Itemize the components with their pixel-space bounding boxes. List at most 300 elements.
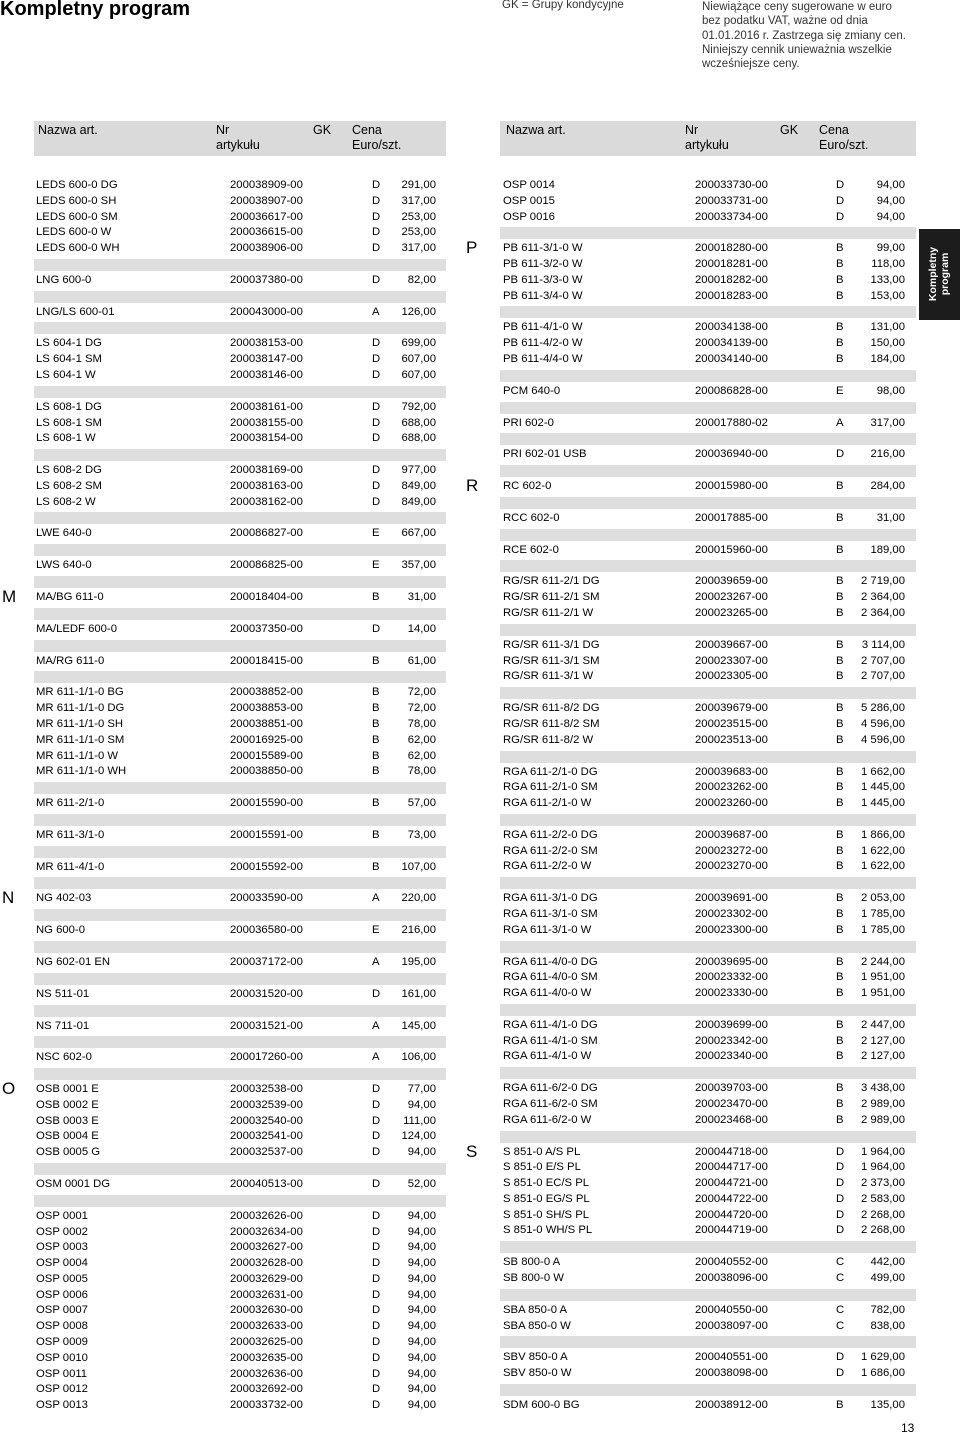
- price: 184,00: [870, 353, 905, 366]
- price: 607,00: [401, 369, 436, 382]
- table-row: [503, 479, 905, 495]
- row-separator-band: [34, 322, 446, 334]
- condition-group: D: [372, 353, 381, 366]
- article-number: 200038909-00: [230, 179, 303, 191]
- article-name: OSB 0001 E: [36, 1083, 99, 1096]
- article-number: 200037380-00: [230, 273, 303, 286]
- condition-group: A: [372, 1019, 380, 1032]
- row-separator-band: [500, 1131, 916, 1143]
- article-name: RGA 611-6/2-0 SM: [503, 1097, 598, 1110]
- condition-group: D: [372, 194, 381, 207]
- table-row: [36, 495, 436, 511]
- table-row: [36, 590, 436, 606]
- article-name: RG/SR 611-8/2 W: [503, 733, 594, 746]
- article-name: OSP 0003: [36, 1241, 88, 1254]
- price: 99,00: [876, 242, 905, 255]
- table-row: [36, 416, 436, 432]
- condition-group: D: [372, 400, 381, 413]
- article-number: 200017885-00: [695, 511, 768, 524]
- article-name: RG/SR 611-2/1 SM: [503, 591, 600, 604]
- article-name: MR 611-1/1-0 DG: [36, 702, 125, 715]
- condition-group: B: [836, 892, 844, 905]
- price: 61,00: [407, 654, 436, 667]
- article-number: 200038912-00: [695, 1398, 768, 1411]
- price: 357,00: [401, 559, 436, 572]
- article-name: RG/SR 611-3/1 W: [503, 670, 594, 683]
- row-separator-band: [34, 941, 446, 953]
- condition-group: D: [372, 369, 381, 382]
- table-row: [503, 654, 905, 670]
- price: 189,00: [870, 543, 905, 556]
- table-row: [36, 1145, 436, 1161]
- price: 77,00: [407, 1083, 436, 1096]
- table-row: [36, 273, 436, 289]
- condition-group: D: [836, 1351, 845, 1364]
- article-name: LEDS 600-0 DG: [36, 179, 118, 191]
- table-row: [503, 638, 905, 654]
- article-number: 200018281-00: [695, 258, 768, 271]
- article-number: 200034138-00: [695, 321, 768, 334]
- price: 2 719,00: [861, 575, 905, 588]
- article-number: 200032540-00: [230, 1114, 303, 1127]
- table-row: [503, 1049, 905, 1065]
- price: 3 114,00: [861, 638, 905, 651]
- article-name: OSM 0001 DG: [36, 1177, 111, 1190]
- table-row: [503, 384, 905, 400]
- article-name: LS 608-2 W: [36, 495, 96, 508]
- condition-group: D: [372, 1177, 381, 1190]
- table-row: [36, 194, 436, 210]
- table-row: [36, 1335, 436, 1351]
- article-name: LEDS 600-0 W: [36, 226, 112, 239]
- article-name: PB 611-4/4-0 W: [503, 353, 583, 366]
- article-name: LS 608-2 DG: [36, 464, 102, 477]
- condition-group: B: [836, 654, 844, 667]
- table-row: [36, 1240, 436, 1256]
- price: 73,00: [407, 828, 436, 841]
- article-number: 200023515-00: [695, 717, 768, 730]
- table-row: [503, 210, 905, 226]
- article-name: S 851-0 EG/S PL: [503, 1192, 590, 1205]
- table-row: [36, 336, 436, 352]
- price: 145,00: [401, 1019, 436, 1032]
- article-name: NG 602-01 EN: [36, 955, 111, 968]
- row-separator-band: [500, 814, 916, 826]
- price: 1 964,00: [861, 1161, 905, 1174]
- table-row: [36, 1050, 436, 1066]
- condition-group: D: [836, 1208, 845, 1221]
- article-number: 200044718-00: [695, 1145, 768, 1158]
- condition-group: B: [836, 971, 844, 984]
- price: 1 951,00: [861, 971, 905, 984]
- condition-group: B: [836, 765, 844, 778]
- condition-group: B: [836, 923, 844, 936]
- col-nr-header: Nr: [685, 123, 699, 137]
- article-name: PB 611-4/1-0 W: [503, 321, 583, 334]
- table-row: [36, 1256, 436, 1272]
- article-number: 200086828-00: [695, 384, 768, 397]
- price: 31,00: [407, 591, 436, 604]
- row-separator-band: [34, 544, 446, 556]
- table-row: [36, 923, 436, 939]
- price: 31,00: [876, 511, 905, 524]
- article-number: 200038169-00: [230, 464, 303, 477]
- table-row: [503, 1160, 905, 1176]
- article-name: RG/SR 611-8/2 SM: [503, 717, 600, 730]
- row-separator-band: [34, 291, 446, 303]
- table-row: [503, 733, 905, 749]
- condition-group: B: [836, 289, 844, 302]
- table-row: [503, 1319, 905, 1335]
- table-row: [503, 511, 905, 527]
- section-side-tab: [919, 229, 960, 320]
- table-row: [503, 844, 905, 860]
- table-row: [36, 463, 436, 479]
- row-separator-band: [500, 227, 916, 239]
- condition-group: D: [372, 1399, 381, 1412]
- price: 699,00: [401, 337, 436, 350]
- article-name: OSP 0016: [503, 210, 555, 223]
- row-separator-band: [500, 465, 916, 477]
- condition-group: A: [836, 416, 844, 429]
- article-number: 200023342-00: [695, 1034, 768, 1047]
- row-separator-band: [500, 402, 916, 414]
- article-number: 200036580-00: [230, 924, 303, 937]
- condition-group: E: [372, 924, 380, 937]
- table-row: [503, 717, 905, 733]
- article-name: OSB 0004 E: [36, 1130, 99, 1143]
- article-number: 200015591-00: [230, 828, 303, 841]
- price: 153,00: [870, 289, 905, 302]
- article-number: 200015980-00: [695, 480, 768, 493]
- price: 2 373,00: [861, 1177, 905, 1190]
- article-name: OSP 0013: [36, 1399, 88, 1412]
- article-number: 200018280-00: [695, 242, 768, 255]
- row-separator-band: [34, 814, 446, 826]
- article-number: 200033731-00: [695, 194, 768, 207]
- article-name: RG/SR 611-3/1 DG: [503, 638, 600, 651]
- article-name: OSB 0003 E: [36, 1114, 99, 1127]
- condition-group: B: [372, 828, 380, 841]
- condition-group: E: [836, 384, 844, 397]
- article-number: 200023262-00: [695, 781, 768, 794]
- article-number: 200040513-00: [230, 1177, 303, 1190]
- col-gk-header: GK: [313, 123, 332, 137]
- article-name: OSP 0015: [503, 194, 555, 207]
- condition-group: A: [372, 1051, 380, 1064]
- price: 72,00: [407, 686, 436, 699]
- article-name: PB 611-3/1-0 W: [503, 242, 583, 255]
- article-number: 200040551-00: [695, 1351, 768, 1364]
- row-separator-band: [34, 1068, 446, 1080]
- table-row: [36, 368, 436, 384]
- article-name: RGA 611-4/0-0 SM: [503, 971, 598, 984]
- table-row: [36, 764, 436, 780]
- article-name: LS 608-1 W: [36, 432, 96, 445]
- row-separator-band: [34, 1036, 446, 1048]
- condition-group: B: [372, 702, 380, 715]
- article-number: 200023260-00: [695, 797, 768, 810]
- article-number: 200044722-00: [695, 1192, 768, 1205]
- condition-group: D: [372, 1304, 381, 1317]
- article-name: OSB 0005 G: [36, 1146, 101, 1159]
- condition-group: B: [836, 670, 844, 683]
- row-separator-band: [34, 909, 446, 921]
- row-separator-band: [34, 782, 446, 794]
- condition-group: B: [836, 511, 844, 524]
- table-row: [503, 1176, 905, 1192]
- article-name: S 851-0 WH/S PL: [503, 1224, 593, 1237]
- table-row: [36, 1019, 436, 1035]
- condition-group: B: [836, 258, 844, 271]
- row-separator-band: [34, 576, 446, 588]
- price: 94,00: [407, 1367, 436, 1380]
- col-price-header: Cena: [352, 123, 382, 137]
- price: 78,00: [407, 765, 436, 778]
- condition-group: D: [372, 1241, 381, 1254]
- article-number: 200038161-00: [230, 400, 303, 413]
- article-number: 200038097-00: [695, 1319, 768, 1332]
- price: 667,00: [401, 527, 436, 540]
- price: 161,00: [401, 987, 436, 1000]
- table-row: [503, 1255, 905, 1271]
- article-number: 200038153-00: [230, 337, 303, 350]
- article-number: 200033734-00: [695, 210, 768, 223]
- condition-group: D: [372, 1320, 381, 1333]
- table-row: [503, 701, 905, 717]
- condition-group: D: [372, 242, 381, 255]
- price: 2 364,00: [861, 607, 905, 620]
- condition-group: B: [836, 987, 844, 1000]
- price: 135,00: [870, 1398, 905, 1411]
- price: 1 622,00: [861, 860, 905, 873]
- price: 94,00: [407, 1257, 436, 1270]
- price: 98,00: [876, 384, 905, 397]
- table-row: [503, 1398, 905, 1414]
- condition-group: D: [372, 337, 381, 350]
- article-name: OSP 0012: [36, 1383, 88, 1396]
- row-separator-band: [500, 751, 916, 763]
- table-row: [36, 891, 436, 907]
- article-number: 200023302-00: [695, 907, 768, 920]
- table-row: [36, 955, 436, 971]
- price: 2 053,00: [861, 892, 905, 905]
- article-name: NG 600-0: [36, 924, 85, 937]
- table-row: [503, 907, 905, 923]
- condition-group: B: [372, 654, 380, 667]
- table-row: [503, 320, 905, 336]
- article-number: 200040550-00: [695, 1303, 768, 1316]
- table-row: [36, 733, 436, 749]
- article-number: 200038853-00: [230, 702, 303, 715]
- table-row: [503, 590, 905, 606]
- row-separator-band: [34, 1163, 446, 1175]
- table-row: [503, 891, 905, 907]
- price: 688,00: [401, 416, 436, 429]
- table-row: [36, 860, 436, 876]
- table-row: [36, 305, 436, 321]
- article-name: LEDS 600-0 SM: [36, 210, 118, 223]
- condition-group: B: [836, 1113, 844, 1126]
- price: 1 622,00: [861, 844, 905, 857]
- condition-group: D: [372, 1288, 381, 1301]
- condition-group: B: [836, 1050, 844, 1063]
- condition-group: D: [372, 432, 381, 445]
- price: 94,00: [407, 1383, 436, 1396]
- table-row: [36, 1288, 436, 1304]
- article-number: 200038096-00: [695, 1272, 768, 1284]
- condition-group: D: [372, 1336, 381, 1348]
- condition-group: D: [836, 1224, 845, 1237]
- condition-group: B: [372, 733, 380, 746]
- price: 94,00: [407, 1241, 436, 1254]
- article-name: RGA 611-4/1-0 DG: [503, 1018, 598, 1031]
- row-separator-band: [34, 386, 446, 398]
- article-number: 200044717-00: [695, 1161, 768, 1174]
- condition-group: D: [372, 1351, 381, 1364]
- condition-group: B: [836, 273, 844, 286]
- table-row: [503, 923, 905, 939]
- condition-group: D: [372, 226, 381, 239]
- row-separator-band: [34, 259, 446, 271]
- row-separator-band: [500, 560, 916, 572]
- price: 216,00: [401, 924, 436, 937]
- price: 849,00: [401, 479, 436, 492]
- article-name: LNG/LS 600-01: [36, 305, 115, 318]
- row-separator-band: [500, 529, 916, 541]
- price: 499,00: [870, 1272, 905, 1284]
- article-number: 200032539-00: [230, 1098, 303, 1111]
- condition-group: B: [836, 543, 844, 556]
- table-row: [503, 859, 905, 875]
- condition-group: D: [372, 1383, 381, 1396]
- article-name: PB 611-3/4-0 W: [503, 289, 583, 302]
- price: 94,00: [407, 1098, 436, 1111]
- article-name: MA/LEDF 600-0: [36, 622, 117, 635]
- article-name: MR 611-1/1-0 SM: [36, 733, 125, 746]
- row-separator-band: [500, 1241, 916, 1253]
- table-row: [503, 416, 905, 432]
- section-letter-n: N: [2, 888, 15, 908]
- price: 216,00: [870, 448, 905, 461]
- row-separator-band: [34, 608, 446, 620]
- col-name-header: Nazwa art.: [506, 123, 566, 137]
- article-number: 200033732-00: [230, 1399, 303, 1412]
- article-name: PB 611-3/3-0 W: [503, 273, 583, 286]
- table-row: [36, 526, 436, 542]
- article-number: 200023470-00: [695, 1097, 768, 1110]
- condition-group: B: [836, 955, 844, 968]
- article-name: RGA 611-2/2-0 DG: [503, 828, 598, 841]
- article-number: 200044720-00: [695, 1208, 768, 1221]
- article-name: MR 611-1/1-0 W: [36, 749, 119, 762]
- table-row: [36, 1114, 436, 1130]
- price: 195,00: [401, 955, 436, 968]
- article-name: PRI 602-01 USB: [503, 448, 587, 461]
- condition-group: D: [372, 1146, 381, 1159]
- row-separator-band: [500, 687, 916, 699]
- table-row: [36, 1319, 436, 1335]
- price: 3 438,00: [861, 1082, 905, 1095]
- condition-group: D: [372, 1257, 381, 1270]
- col-gk-header: GK: [780, 123, 799, 137]
- condition-group: B: [372, 749, 380, 762]
- article-number: 200032635-00: [230, 1351, 303, 1364]
- gk-legend: GK = Grupy kondycyjne: [502, 0, 624, 11]
- article-name: NSC 602-0: [36, 1051, 92, 1064]
- article-number: 200032630-00: [230, 1304, 303, 1317]
- condition-group: A: [372, 955, 380, 968]
- article-number: 200039687-00: [695, 828, 768, 841]
- table-row: [503, 669, 905, 685]
- row-separator-band: [500, 624, 916, 636]
- article-number: 200033730-00: [695, 179, 768, 191]
- article-number: 200031521-00: [230, 1019, 303, 1032]
- condition-group: B: [836, 337, 844, 350]
- price: 220,00: [401, 892, 436, 905]
- condition-group: B: [372, 717, 380, 730]
- price: 2 583,00: [861, 1192, 905, 1205]
- row-separator-band: [34, 1005, 446, 1017]
- article-number: 200038906-00: [230, 242, 303, 255]
- article-name: SBV 850-0 A: [503, 1351, 568, 1364]
- article-number: 200039679-00: [695, 702, 768, 715]
- article-name: OSP 0007: [36, 1304, 88, 1317]
- price: 607,00: [401, 353, 436, 366]
- table-row: [36, 685, 436, 701]
- table-row: [36, 479, 436, 495]
- table-row: [503, 178, 905, 194]
- article-name: RGA 611-2/1-0 DG: [503, 765, 598, 778]
- condition-group: B: [836, 702, 844, 715]
- article-number: 200017880-02: [695, 416, 768, 429]
- table-row: [503, 1145, 905, 1161]
- article-number: 200038146-00: [230, 369, 303, 382]
- table-row: [36, 225, 436, 241]
- article-number: 200023513-00: [695, 733, 768, 746]
- condition-group: D: [372, 1083, 381, 1096]
- article-name: OSB 0002 E: [36, 1098, 99, 1111]
- article-number: 200017260-00: [230, 1051, 303, 1064]
- condition-group: B: [836, 1097, 844, 1110]
- article-name: S 851-0 SH/S PL: [503, 1208, 590, 1221]
- article-number: 200036940-00: [695, 448, 768, 461]
- article-name: PB 611-4/2-0 W: [503, 337, 583, 350]
- article-number: 200023330-00: [695, 987, 768, 1000]
- condition-group: B: [836, 844, 844, 857]
- condition-group: D: [372, 464, 381, 477]
- article-number: 200032538-00: [230, 1083, 303, 1096]
- table-row: [503, 1208, 905, 1224]
- price: 1 629,00: [861, 1351, 905, 1364]
- table-row: [36, 622, 436, 638]
- price: 4 596,00: [861, 717, 905, 730]
- condition-group: B: [836, 591, 844, 604]
- article-name: SBA 850-0 W: [503, 1319, 571, 1332]
- article-name: LS 604-1 DG: [36, 337, 102, 350]
- col-price-header-line2: Euro/szt.: [819, 138, 869, 152]
- article-name: RGA 611-2/1-0 W: [503, 797, 592, 810]
- article-number: 200033590-00: [230, 892, 303, 905]
- section-letter-p: P: [466, 238, 478, 258]
- article-name: SBA 850-0 A: [503, 1303, 568, 1316]
- condition-group: B: [836, 242, 844, 255]
- price: 94,00: [407, 1146, 436, 1159]
- article-name: SB 800-0 W: [503, 1272, 564, 1284]
- table-row: [503, 606, 905, 622]
- article-name: LS 604-1 W: [36, 369, 96, 382]
- article-number: 200023305-00: [695, 670, 768, 683]
